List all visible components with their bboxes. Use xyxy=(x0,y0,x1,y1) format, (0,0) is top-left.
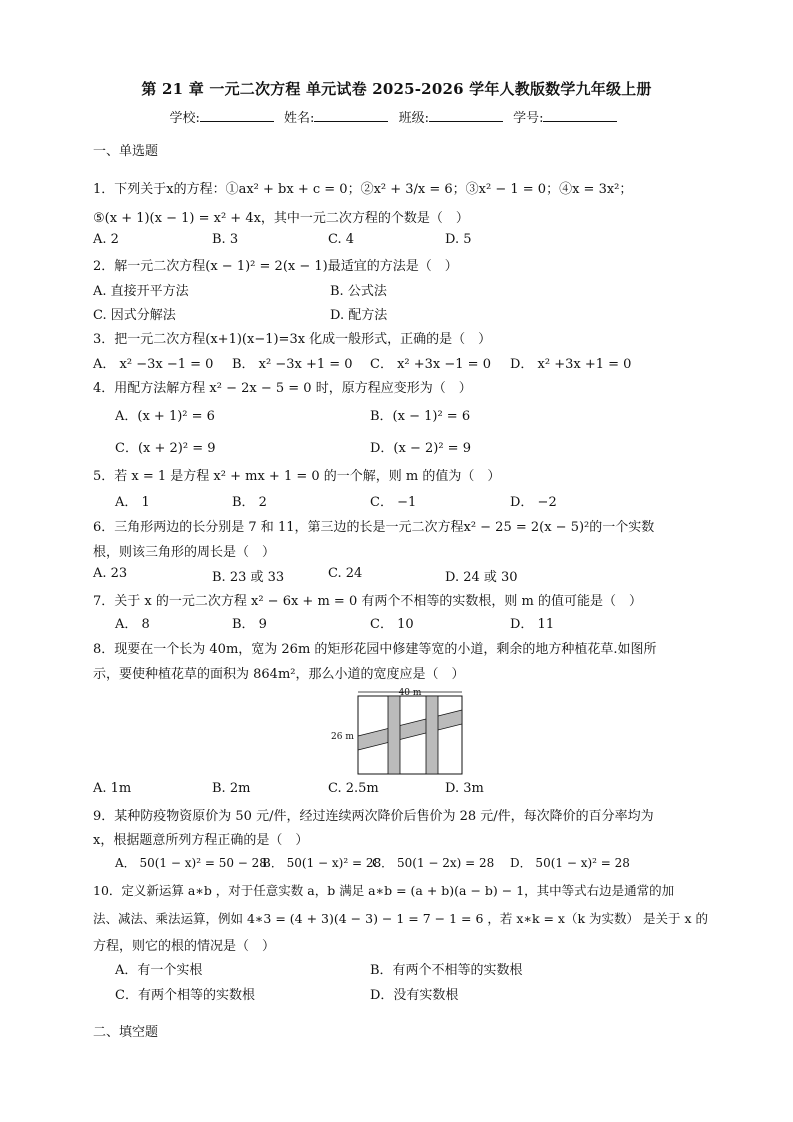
question-6-line-2: 根，则该三角形的周长是（ ） xyxy=(93,545,276,560)
q8-option-c[interactable]: C. 2.5m xyxy=(328,781,379,796)
question-6-line-1: 6．三角形两边的长分别是 7 和 11，第三边的长是一元二次方程x² − 25 = 2(x − 5)²的一个实数 xyxy=(93,520,655,535)
q6-option-d[interactable]: D. 24 或 30 xyxy=(445,570,518,585)
question-4-line-1: 4．用配方法解方程 x² − 2x − 5 = 0 时，原方程应变形为（ ） xyxy=(93,381,472,396)
number-label: 学号: xyxy=(513,111,544,126)
section-heading-single-choice: 一、单选题 xyxy=(93,144,159,159)
q8-option-d[interactable]: D. 3m xyxy=(445,781,484,796)
question-2-line-1: 2．解一元二次方程(x − 1)² = 2(x − 1)最适宜的方法是（ ） xyxy=(93,259,458,274)
class-blank[interactable] xyxy=(429,111,503,122)
q8-option-a[interactable]: A. 1m xyxy=(93,781,132,796)
q10-option-b[interactable]: B．有两个不相等的实数根 xyxy=(370,963,523,978)
question-8-line-1: 8．现要在一个长为 40m，宽为 26m 的矩形花园中修建等宽的小道，剩余的地方种植花草.如图所 xyxy=(93,642,657,657)
q2-option-a[interactable]: A. 直接开平方法 xyxy=(93,284,189,299)
name-blank[interactable] xyxy=(314,111,388,122)
question-5-line-1: 5．若 x = 1 是方程 x² + mx + 1 = 0 的一个解，则 m 的值为（ ） xyxy=(93,469,501,484)
q7-option-a[interactable]: A． 8 xyxy=(115,617,150,632)
q7-option-b[interactable]: B． 9 xyxy=(232,617,267,632)
q4-option-d[interactable]: D．(x − 2)² = 9 xyxy=(370,441,471,456)
question-1-line-2: ⑤(x + 1)(x − 1) = x² + 4x，其中一元二次方程的个数是（ ） xyxy=(93,211,469,226)
question-9-line-1: 9．某种防疫物资原价为 50 元/件，经过连续两次降价后售价为 28 元/件，每次降价的百分率均为 xyxy=(93,809,654,824)
q6-option-c[interactable]: C. 24 xyxy=(328,566,363,581)
q1-option-a[interactable]: A. 2 xyxy=(93,232,119,247)
q4-option-c[interactable]: C．(x + 2)² = 9 xyxy=(115,441,216,456)
q5-option-d[interactable]: D． −2 xyxy=(510,495,557,510)
dimension-label-left: 26 m xyxy=(331,732,354,742)
q2-option-d[interactable]: D. 配方法 xyxy=(330,308,388,323)
page-title: 第 21 章 一元二次方程 单元试卷 2025-2026 学年人教版数学九年级上册 xyxy=(141,80,652,98)
q3-option-a[interactable]: A． x² −3x −1 = 0 xyxy=(93,357,214,372)
q9-option-a[interactable]: A． 50(1 − x)² = 50 − 28 xyxy=(115,856,267,870)
q5-option-b[interactable]: B． 2 xyxy=(232,495,267,510)
student-info xyxy=(0,107,793,126)
vertical-path-left xyxy=(388,696,400,774)
question-8-line-2: 示，要使种植花草的面积为 864m²，那么小道的宽度应是（ ） xyxy=(93,667,465,682)
question-9-line-2: x，根据题意所列方程正确的是（ ） xyxy=(93,833,309,848)
section-heading-fill-in: 二、填空题 xyxy=(93,1025,159,1040)
q2-option-c[interactable]: C. 因式分解法 xyxy=(93,308,176,323)
q10-option-a[interactable]: A．有一个实根 xyxy=(115,963,203,978)
q1-option-b[interactable]: B. 3 xyxy=(212,232,239,247)
q5-option-a[interactable]: A． 1 xyxy=(115,495,150,510)
question-10-line-1: 10．定义新运算 a∗b ，对于任意实数 a，b 满足 a∗b = (a + b)(a − b) − 1，其中等式右边是通常的加 xyxy=(93,883,675,898)
question-10-line-2: 法、减法、乘法运算，例如 4∗3 = (4 + 3)(4 − 3) − 1 = 7 − 1 = 6 ，若 x∗k = x（k 为实数） 是关于 x 的 xyxy=(93,911,709,926)
q6-option-a[interactable]: A. 23 xyxy=(93,566,128,581)
school-label: 学校: xyxy=(169,111,200,126)
q7-option-c[interactable]: C． 10 xyxy=(370,617,414,632)
school-blank[interactable] xyxy=(200,111,274,122)
q6-option-b[interactable]: B. 23 或 33 xyxy=(212,570,285,585)
q3-option-b[interactable]: B． x² −3x +1 = 0 xyxy=(232,357,353,372)
q7-option-d[interactable]: D． 11 xyxy=(510,617,555,632)
question-7-line-1: 7．关于 x 的一元二次方程 x² − 6x + m = 0 有两个不相等的实数根，则 m 的值可能是（ ） xyxy=(93,594,642,609)
name-label: 姓名: xyxy=(284,111,315,126)
class-label: 班级: xyxy=(398,111,429,126)
q10-option-c[interactable]: C．有两个相等的实数根 xyxy=(115,988,255,1003)
dimension-label-top: 40 m xyxy=(398,688,422,698)
number-blank[interactable] xyxy=(543,111,617,122)
question-3-line-1: 3．把一元二次方程(x+1)(x−1)=3x 化成一般形式，正确的是（ ） xyxy=(93,332,492,347)
q9-option-b[interactable]: B． 50(1 − x)² = 28 xyxy=(262,856,382,870)
question-1-line-1: 1．下列关于x的方程：①ax² + bx + c = 0；②x² + 3/x = 6；③x² − 1 = 0；④x = 3x²； xyxy=(93,182,633,197)
q1-option-c[interactable]: C. 4 xyxy=(328,232,355,247)
q2-option-b[interactable]: B. 公式法 xyxy=(330,284,387,299)
q9-option-c[interactable]: C． 50(1 − 2x) = 28 xyxy=(372,856,495,870)
vertical-path-right xyxy=(426,696,438,774)
q9-option-d[interactable]: D． 50(1 − x)² = 28 xyxy=(510,856,630,870)
q5-option-c[interactable]: C． −1 xyxy=(370,495,417,510)
q4-option-a[interactable]: A．(x + 1)² = 6 xyxy=(115,409,215,424)
q8-option-b[interactable]: B. 2m xyxy=(212,781,251,796)
garden-path-figure xyxy=(330,688,470,778)
q1-option-d[interactable]: D. 5 xyxy=(445,232,472,247)
question-10-line-3: 方程，则它的根的情况是（ ） xyxy=(93,939,276,954)
q3-option-c[interactable]: C． x² +3x −1 = 0 xyxy=(370,357,491,372)
q10-option-d[interactable]: D．没有实数根 xyxy=(370,988,459,1003)
q3-option-d[interactable]: D． x² +3x +1 = 0 xyxy=(510,357,632,372)
q4-option-b[interactable]: B．(x − 1)² = 6 xyxy=(370,409,471,424)
